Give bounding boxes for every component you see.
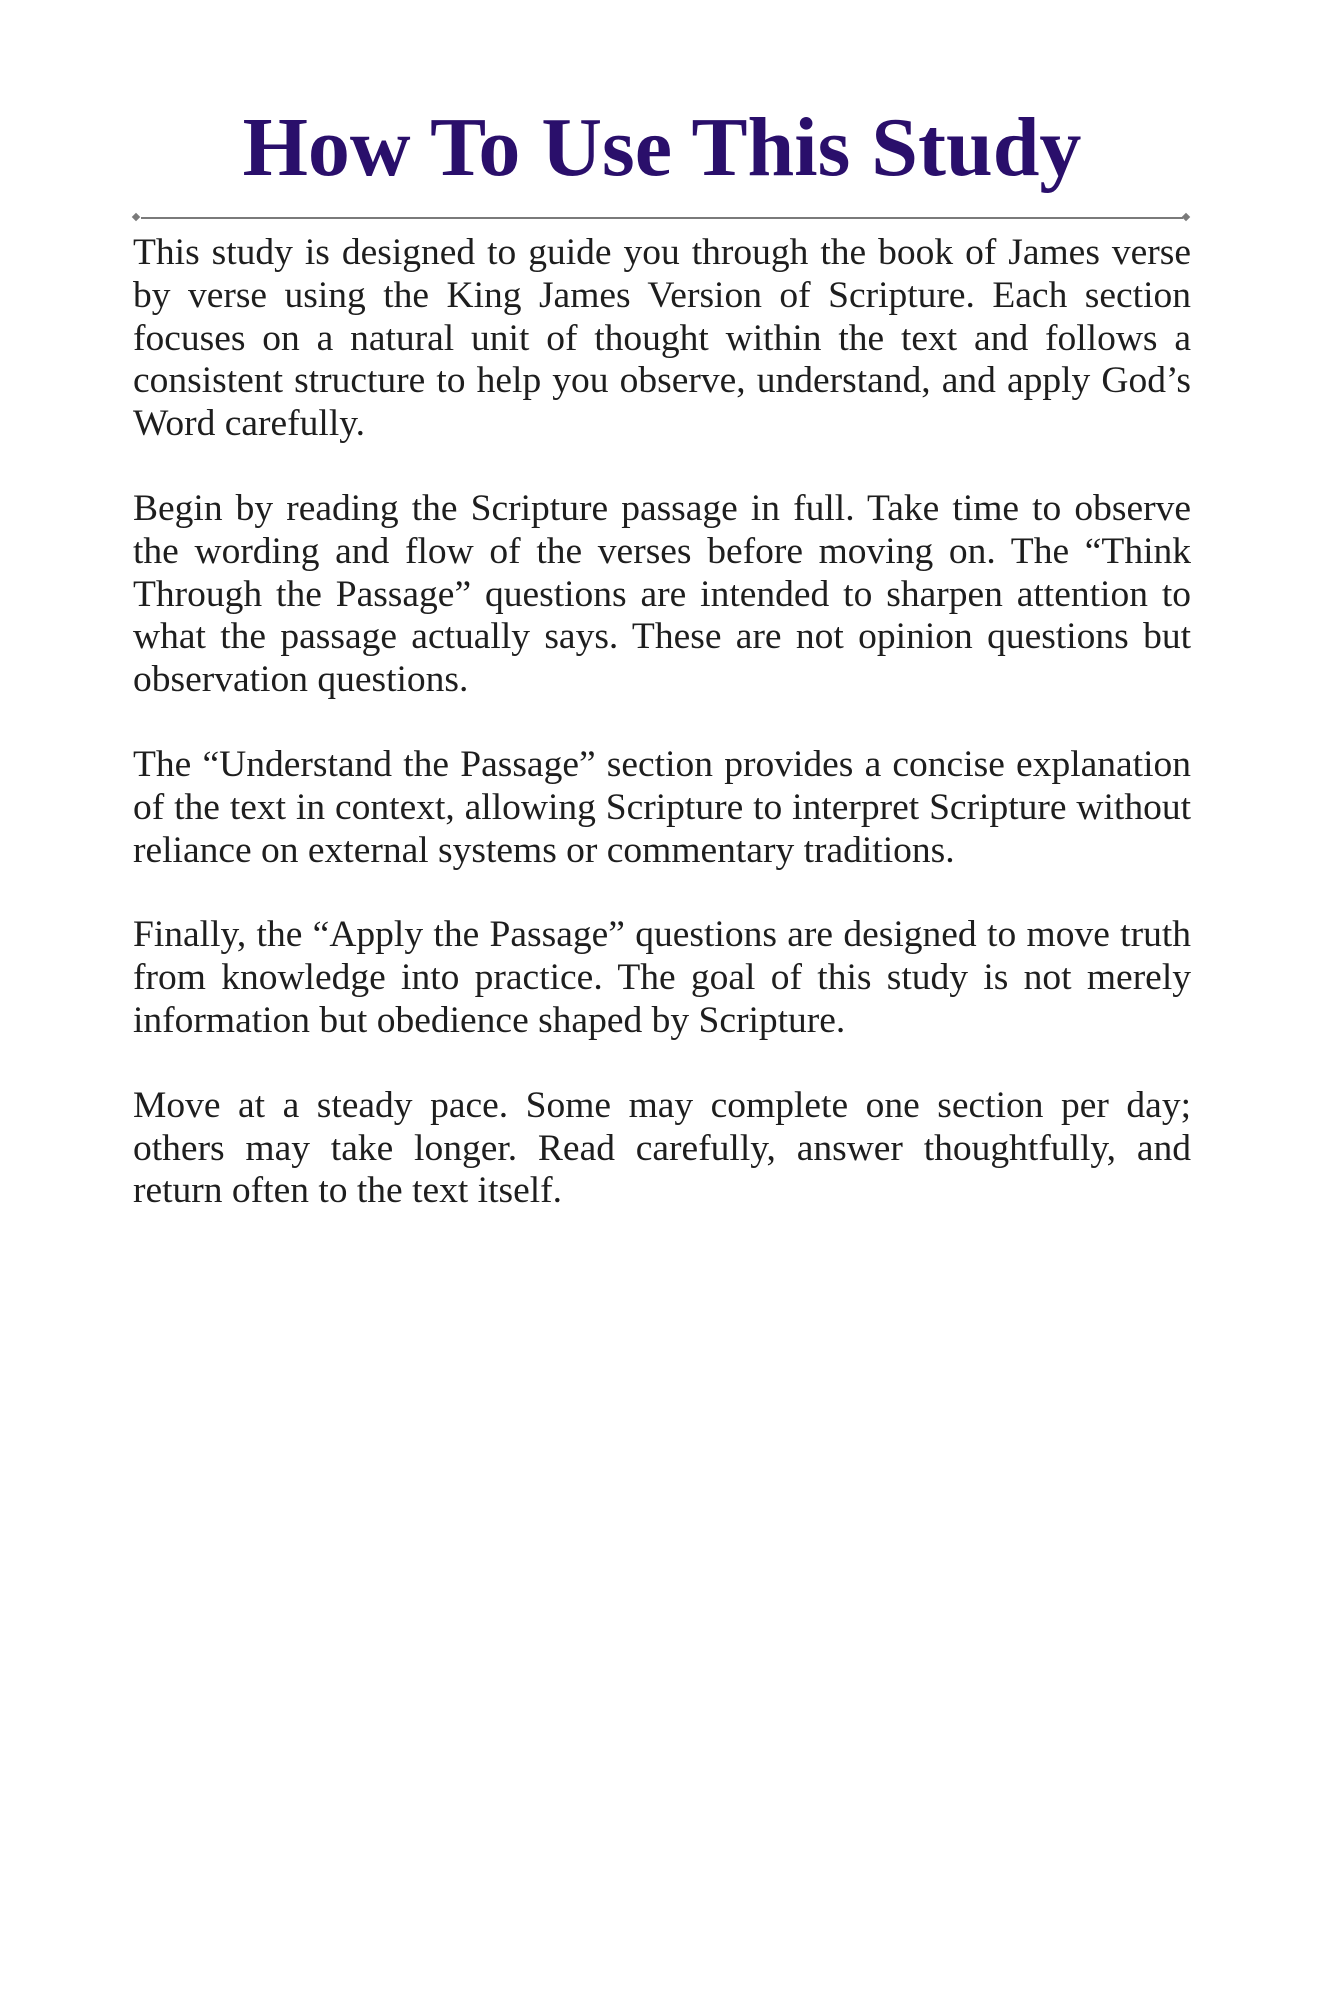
divider-left-ornament [133,214,141,222]
paragraph-reading: Begin by reading the Scripture passage in full. Take time to observe the wording and flow of the verses before moving on. The “Think Through the Passage” questions are intended to sharpen attention to what the passage actually says. These are not opinion questions but observation questions. [133,487,1191,701]
divider-right-ornament [1183,214,1191,222]
paragraph-apply: Finally, the “Apply the Passage” questions are designed to move truth from knowledge into practice. The goal of this study is not merely information but obedience shaped by Scripture. [133,914,1191,1041]
paragraph-pace: Move at a steady pace. Some may complete one section per day; others may take longer. Read carefully, answer thoughtfully, and return often to the text itself. [133,1084,1191,1212]
divider-line [141,217,1183,219]
title-divider [133,212,1191,224]
paragraph-understand: The “Understand the Passage” section provides a concise explanation of the text in context, allowing Scripture to interpret Scripture without reliance on external systems or commentary traditions. [133,743,1191,871]
page-title: How To Use This Study [242,101,1082,194]
paragraph-intro: This study is designed to guide you through the book of James verse by verse using the King James Version of Scripture. Each section focuses on a natural unit of thought within the text and follows a consistent structure to help you observe, understand, and apply God’s Word carefully. [133,232,1191,445]
body-text [133,232,1191,1213]
